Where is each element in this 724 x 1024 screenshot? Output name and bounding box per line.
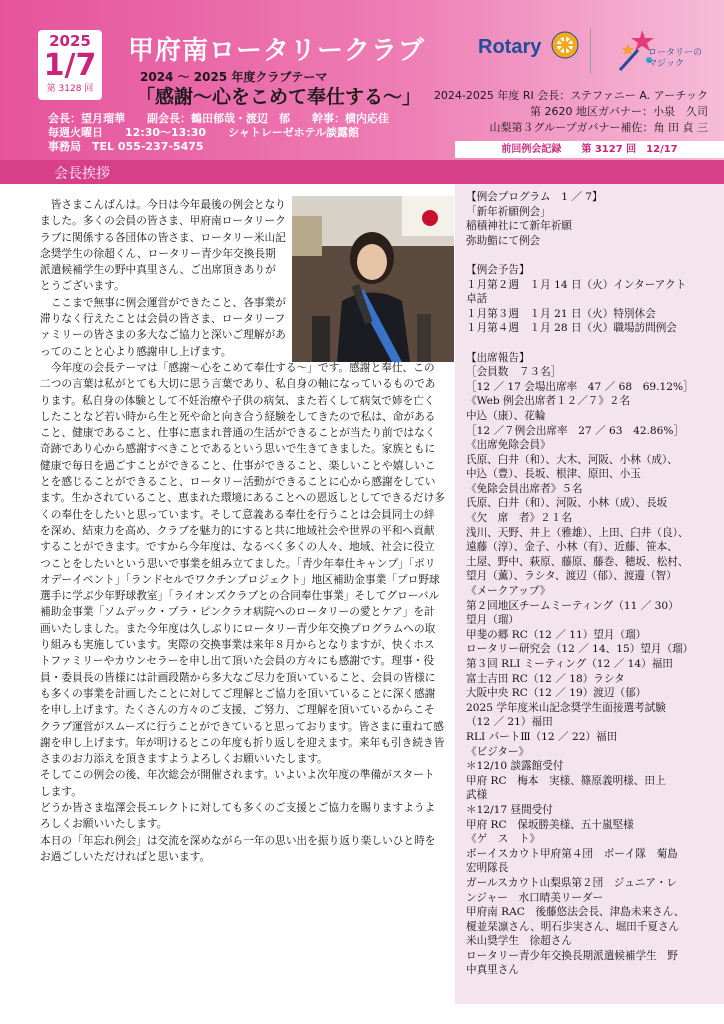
attendance-line: 中込（豊）、長坂、根津、原田、小玉 [466, 468, 641, 481]
schedule-line: １月第４週 １月 28 日（火）職場訪問例会 [466, 322, 677, 335]
logo-area [478, 28, 708, 76]
spacer [466, 336, 716, 351]
attendance-line: 中込（康）、花輪 [466, 409, 546, 422]
club-theme: 「感謝～心をこめて奉仕する～」 [136, 86, 422, 108]
attendance-line: 大阪中央 RC（12 ／ 19）渡辺（郁） [466, 687, 647, 700]
program-line: 【例会プログラム 1 ／ 7】 [466, 191, 603, 203]
attendance-line: ボーイスカウト甲府第４団 ボーイ隊 菊島 [466, 847, 678, 860]
magic-logo-text: ロータリーの マジック [648, 48, 703, 69]
schedule-line: 【例会予告】 [466, 263, 530, 276]
schedule-line: 卓話 [466, 293, 488, 306]
attendance-line: 榎並栞凛さん、明石歩実さん、堀田千夏さん [466, 920, 680, 933]
meeting-date: 1/7 [43, 48, 97, 83]
attendance-line: 甲府 RC 梅本 実様、篠原義明様、田上 [466, 774, 666, 787]
logo-divider [590, 28, 591, 74]
attendance-line: 《Web 例会出席者１２／７》２名 [466, 395, 631, 408]
theme-label: 2024 ～ 2025 年度クラブテーマ [140, 70, 328, 84]
attendance-line: 《メークアップ》 [466, 585, 551, 598]
ri-president: 2024-2025 年度 RI 会長：ステファニー A. アーチック [433, 89, 708, 102]
club-name: 甲府南ロータリークラブ [128, 36, 426, 66]
attendance-line: 甲府南 RAC 後藤悠法会長、津島未来さん、 [466, 906, 685, 919]
rotary-wheel-icon [550, 30, 580, 60]
attendance-line: ＊12/17 昼間受付 [466, 803, 553, 816]
message-paragraph: 今年度の会長テーマは「感謝～心をこめて奉仕する～」です。感謝と奉仕、この二つの言葉は私がとても大切に思う言葉であり、私自身の軸になっているものであります。私自身の体験として不妊治療や子供の病気、また若くして病気で姉を亡くしたことなど若い時から生と死や命と向き合う経験をしてきたので私は、命があること、健康であること、仕事に恵まれ普通の生活ができることが当たり前ではなく奇跡であり心から感謝すべきことであるという思いで生きてきました。家族ともに健康で毎日を過ごすことができること、仕事ができること、楽しいことや嬉しいことを感じることができること、ロータリー活動ができることに心から感謝をしています。生かされていること、恵まれた環境にあることへの恩返しとしてできるだけ多くの奉仕をしたいと思っています。そして意義ある奉仕を行うことは会員同士の絆を深め、結束力を高め、クラブを魅力的にすると共に地域社会や世界の平和へ貢献することができます。ですから今年度は、なるべく多くの人々、地域、社会に役立つことをしたいという思いで事業を組み立てました。「青少年奉仕キャンプ」「ポリオデーイベント」「ランドセルでワクチンプロジェクト」地区補助金事業「プロ野球選手に学ぶ少年野球教室」「ライオンズクラブとの合同奉仕事業」そしてグローバル補助金事業「ソムデック・プラ・ピンクラオ病院へのロータリーの愛とケア」を計画いたしました。また今年度は久しぶりにロータリー青少年交換プログラムへの取り組みも実施しています。実際の交換事業は来年８月からとなりますが、快くホストファミリーやカウンセラーを申し出て頂いた会員の方々にも感謝です。理事・役員・委員長の皆様には計画段階から多大なご尽力を頂いていること、会員の皆様にも多くの事業を計画したことに対してご理解とご協力を頂いていることに深く感謝を申し上げます。たくさんの方々のご支援、ご努力、ご理解を頂いているからこそクラブ運営がスムーズに行うことができていると思っております。皆さまに重ねて感謝を申し上げます。年が明けるとこの年度も折り返しを迎えます。来年も引き続き皆さまのお力添えを頂きますようよろしくお願いいたします。 [40, 360, 445, 766]
attendance-line: 第２回地区チームミーティング（11 ／ 30） [466, 599, 679, 612]
attendance-line: 富士吉田 RC（12 ／ 18）ラシタ [466, 672, 625, 685]
program-line: 「新年祈願例会」 [466, 205, 551, 218]
attendance-line: ンジャー 水口晴美リーダー [466, 891, 604, 904]
attendance-line: ［会員数 ７３名］ [466, 366, 562, 379]
meeting-number: 第 3128 回 [46, 84, 94, 94]
attendance-line: 土屋、野中、萩原、藤原、藤巻、穂坂、松村、 [466, 555, 689, 568]
attendance-line: 遠藤（淳）、金子、小林（有）、近藤、笹本、 [466, 541, 678, 554]
attendance-line: 宏明隊長 [466, 862, 509, 875]
attendance-line: 《欠 席 者》２１名 [466, 512, 572, 525]
attendance-line: 【出席報告】 [466, 351, 530, 364]
attendance-line: RLI パートⅢ（12 ／ 22）福田 [466, 730, 618, 743]
year: 2025 [49, 32, 91, 50]
date-badge [38, 30, 102, 100]
attendance-line: 望月（瑠） [466, 614, 519, 627]
attendance-line: 氏原、臼井（和）、大木、河阪、小林（成）、 [466, 453, 678, 466]
message-paragraph: 本日の「年忘れ例会」は交流を深めながら一年の思い出を振り返り楽しいひと時をお過ごしいただければと思います。 [40, 833, 436, 863]
meeting-schedule-line: 毎週火曜日 12:30～13:30 シャトレーゼホテル談露館 [48, 126, 360, 139]
officers-line: 会長：望月瑠華 副会長：鶴田郁哉・渡辺 郁 幹事：横内応佳 [48, 112, 389, 125]
attendance-line: 2025 学年度米山記念奨学生面接選考試験 [466, 701, 666, 714]
governor-info [434, 88, 708, 136]
message-paragraph: 皆さまこんばんは。今日は今年最後の例会となりました。多くの会員の皆さま、甲府南ロータリークラブに関係する各団体の皆さま、ロータリー米山記念奨学生の徐超くん、ロータリー青少年交換長期派遣候補学生の野中真里さん、ご出席頂きありがとうございます。 [40, 198, 286, 293]
spacer [466, 248, 716, 263]
attendance-line: （12 ／ 21）福田 [466, 716, 553, 729]
attendance-line: 《ゲ ス ト》 [466, 833, 541, 846]
schedule-line: １月第３週 １月 21 日（火）特別休会 [466, 307, 656, 320]
attendance-line: 浅川、天野、井上（雅雄）、上田、臼井（良）、 [466, 526, 689, 539]
program-line: 弥助鮨にて例会 [466, 234, 541, 247]
district-governor: 第 2620 地区ガバナー：小泉 久司 [530, 105, 708, 118]
attendance-line: 中真里さん [466, 964, 519, 977]
previous-meeting-record: 前回例会記録 第 3127 回 12/17 [455, 141, 724, 158]
schedule-line: １月第２週 １月 14 日（火）インターアクト [466, 278, 687, 291]
attendance-line: 米山奨学生 徐超さん [466, 935, 572, 948]
attendance-line: 《出席免除会員》 [466, 439, 551, 452]
meeting-records-column [466, 190, 716, 978]
attendance-line: 甲斐の郷 RC（12 ／ 11）望月（瑠） [466, 628, 647, 641]
section-title: 会長挨拶 [54, 166, 110, 182]
message-paragraph: そしてこの例会の後、年次総会が開催されます。いよいよ次年度の準備がスタートします。 [40, 768, 435, 798]
message-paragraph: どうか皆さま塩澤会長エレクトに対しても多くのご支援とご協力を賜りますようよろしくお願いいたします。 [40, 800, 436, 831]
message-paragraph: ここまで無事に例会運営ができたこと、各事業が滞りなく行えたことは会員の皆さま、ロータリーファミリーの皆さまの多大なご協力と深いご理解があってのことと心より感謝申し上げます。 [40, 295, 286, 358]
program-line: 稲積神社にて新年祈願 [466, 220, 572, 233]
attendance-line: 望月（薫）、ラシタ、渡辺（郁）、渡邊（智） [466, 570, 677, 583]
attendance-line: 《ビジター》 [466, 745, 530, 758]
attendance-line: ガールスカウト山梨県第２団 ジュニア・レ [466, 876, 678, 889]
attendance-line: ロータリー研究会（12 ／ 14、15）望月（瑠） [466, 643, 694, 656]
attendance-line: ［12 ／７例会出席率 27 ／ 63 42.86%］ [466, 424, 685, 437]
attendance-line: ロータリー青少年交換長期派遣候補学生 野 [466, 949, 678, 962]
office-phone-line: 事務局 TEL 055-237-5475 [48, 140, 204, 153]
officers-info [48, 112, 389, 154]
attendance-line: 《免除会員出席者》５名 [466, 482, 583, 495]
attendance-line: 甲府 RC 保坂勝美様、五十嵐堅様 [466, 818, 634, 831]
attendance-line: ［12 ／ 17 会場出席率 47 ／ 68 69.12%］ [466, 380, 694, 393]
attendance-line: 第３回 RLI ミーティング（12 ／ 14）福田 [466, 658, 673, 670]
attendance-line: 氏原、臼井（和）、河阪、小林（成）、長坂 [466, 497, 668, 510]
attendance-line: 武様 [466, 789, 488, 802]
president-message [40, 197, 445, 865]
rotary-logo-text: Rotary [478, 36, 542, 58]
group-governor: 山梨第３グループガバナー補佐：角 田 貞 三 [489, 121, 708, 134]
attendance-line: ＊12/10 談露館受付 [466, 760, 564, 773]
